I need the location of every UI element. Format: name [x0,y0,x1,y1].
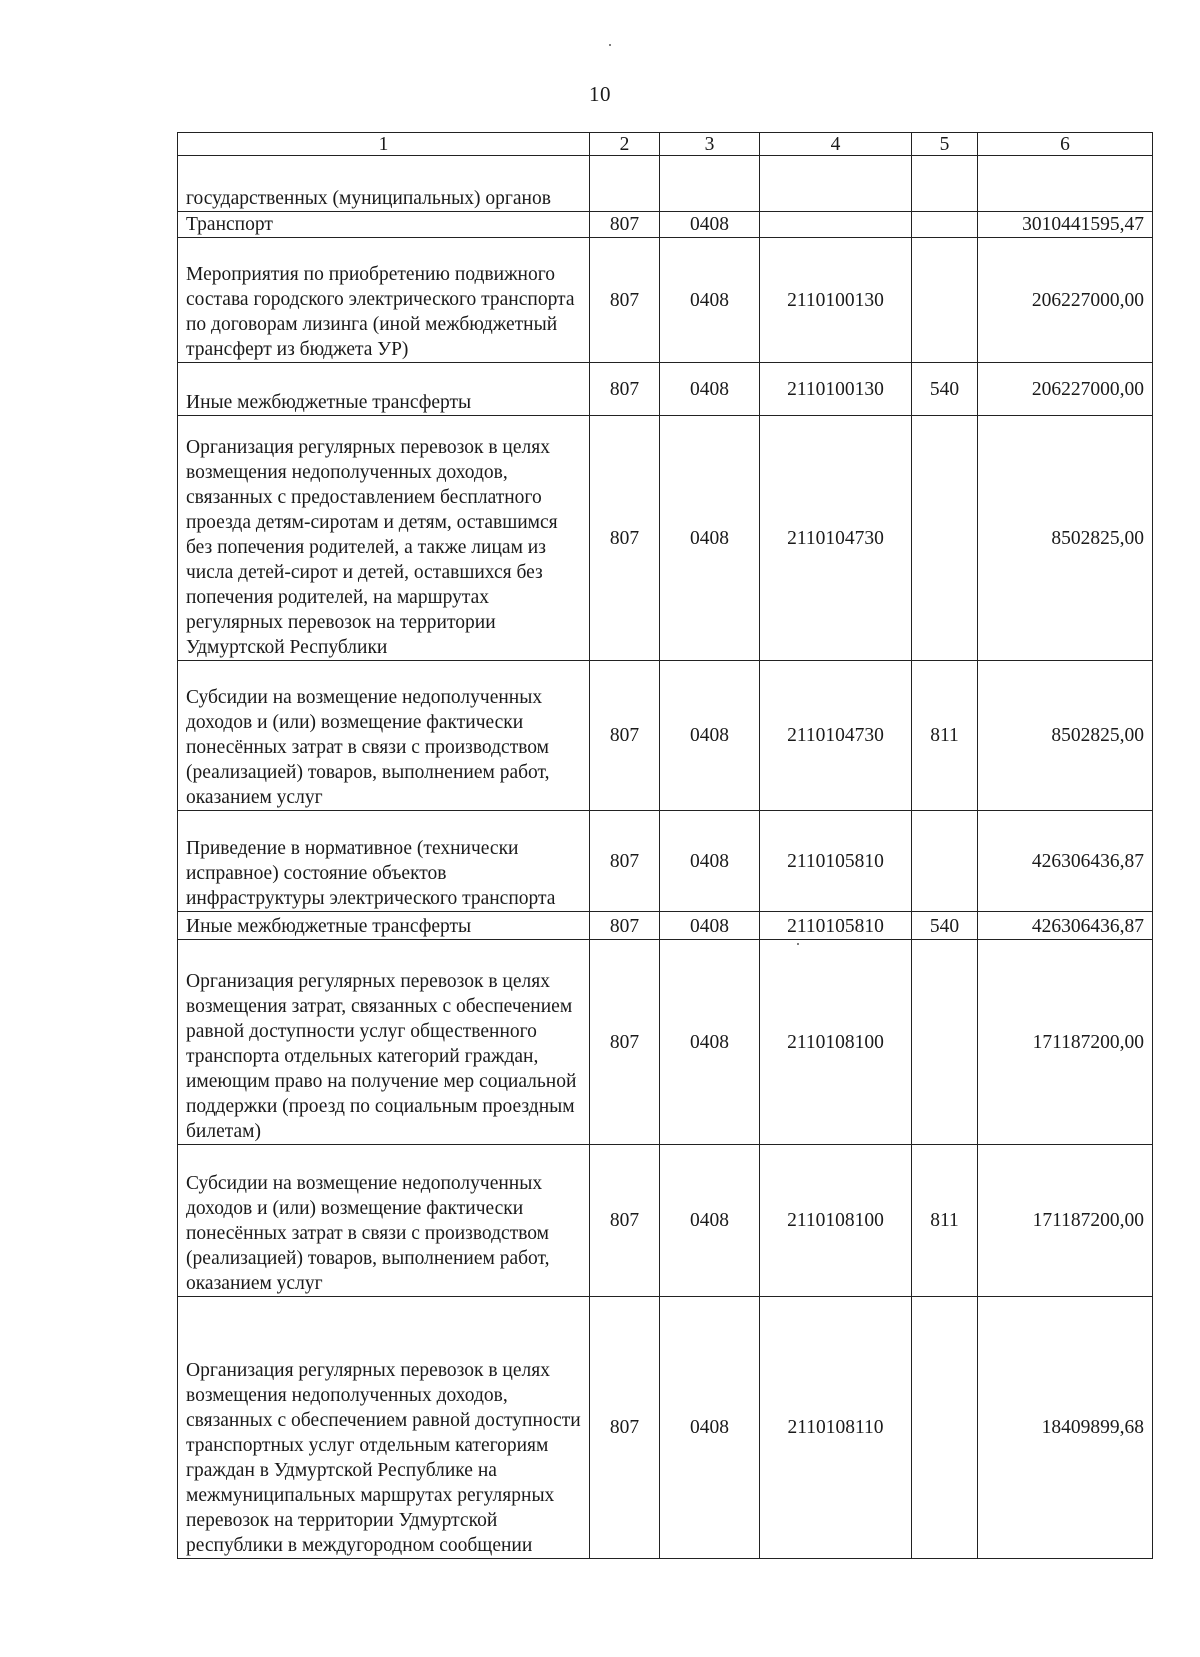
cell-target-code [760,156,912,212]
cell-section-code: 0408 [660,661,760,811]
table-row [178,940,1153,1145]
cell-target-code [760,212,912,238]
row-name: Мероприятия по приобретению подвижного состава городского электрического транспорта по договорам лизинга (иной межбюджетный трансферт из бюджета УР) [178,238,590,363]
cell-ministry-code: 807 [590,363,660,416]
cell-expense-type [912,156,978,212]
row-name: Приведение в нормативное (технически исправное) состояние объектов инфраструктуры электрического транспорта [178,811,590,912]
cell-amount: 3010441595,47 [978,212,1153,238]
cell-expense-type [912,238,978,363]
cell-ministry-code [590,156,660,212]
cell-amount: 18409899,68 [978,1297,1153,1559]
cell-target-code: 2110108100 [760,1145,912,1297]
cell-expense-type: 811 [912,661,978,811]
column-header: 4 [760,133,912,156]
cell-amount: 171187200,00 [978,1145,1153,1297]
cell-expense-type [912,940,978,1145]
cell-expense-type [912,1297,978,1559]
column-header: 3 [660,133,760,156]
cell-expense-type [912,416,978,661]
row-name: Субсидии на возмещение недополученных доходов и (или) возмещение фактически понесённых затрат в связи с производством (реализацией) товаров, выполнением работ, оказанием услуг [178,661,590,811]
cell-amount [978,156,1153,212]
cell-target-code: 2110105810 [760,811,912,912]
cell-target-code: 2110108110 [760,1297,912,1559]
row-name: Иные межбюджетные трансферты [178,363,590,416]
cell-target-code: 2110105810 [760,912,912,940]
cell-section-code: 0408 [660,940,760,1145]
cell-section-code: 0408 [660,212,760,238]
table-row [178,156,1153,212]
cell-section-code [660,156,760,212]
cell-expense-type: 811 [912,1145,978,1297]
cell-section-code: 0408 [660,363,760,416]
cell-ministry-code: 807 [590,811,660,912]
table-row [178,912,1153,940]
cell-ministry-code: 807 [590,1297,660,1559]
cell-expense-type [912,212,978,238]
table-header-row [178,133,1153,156]
cell-target-code: 2110108100 [760,940,912,1145]
cell-ministry-code: 807 [590,212,660,238]
cell-expense-type: 540 [912,363,978,416]
cell-section-code: 0408 [660,1145,760,1297]
table-row [178,238,1153,363]
cell-ministry-code: 807 [590,661,660,811]
table-row [178,1297,1153,1559]
budget-table [177,132,1153,1559]
cell-ministry-code: 807 [590,912,660,940]
page-number: 10 [589,82,611,106]
row-name: Организация регулярных перевозок в целях возмещения недополученных доходов, связанных с обеспечением равной доступности транспортных услуг отдельным категориям граждан в Удмуртской Республике на межмуниципальных маршрутах регулярных перевозок на территории Удмуртской республики в междугородном сообщении [178,1297,590,1559]
column-header: 6 [978,133,1153,156]
cell-section-code: 0408 [660,416,760,661]
cell-amount: 171187200,00 [978,940,1153,1145]
table-row [178,1145,1153,1297]
cell-target-code: 2110100130 [760,238,912,363]
table-row [178,212,1153,238]
row-name: Организация регулярных перевозок в целях возмещения недополученных доходов, связанных с предоставлением бесплатного проезда детям-сиротам и детям, оставшимся без попечения родителей, а также лицам из числа детей-сирот и детей, оставшихся без попечения родителей, на маршрутах регулярных перевозок на территории Удмуртской Республики [178,416,590,661]
cell-ministry-code: 807 [590,1145,660,1297]
column-header: 2 [590,133,660,156]
cell-target-code: 2110104730 [760,416,912,661]
cell-expense-type: 540 [912,912,978,940]
cell-amount: 426306436,87 [978,811,1153,912]
cell-amount: 8502825,00 [978,416,1153,661]
row-name: государственных (муниципальных) органов [178,156,590,212]
table-row [178,416,1153,661]
cell-ministry-code: 807 [590,238,660,363]
table-row [178,661,1153,811]
cell-target-code: 2110104730 [760,661,912,811]
row-name: Субсидии на возмещение недополученных доходов и (или) возмещение фактически понесённых затрат в связи с производством (реализацией) товаров, выполнением работ, оказанием услуг [178,1145,590,1297]
cell-ministry-code: 807 [590,940,660,1145]
row-name: Иные межбюджетные трансферты [178,912,590,940]
column-header: 1 [178,133,590,156]
table-row [178,363,1153,416]
cell-section-code: 0408 [660,912,760,940]
cell-section-code: 0408 [660,811,760,912]
cell-amount: 206227000,00 [978,363,1153,416]
column-header: 5 [912,133,978,156]
cell-amount: 206227000,00 [978,238,1153,363]
row-name: Транспорт [178,212,590,238]
cell-ministry-code: 807 [590,416,660,661]
cell-amount: 426306436,87 [978,912,1153,940]
cell-expense-type [912,811,978,912]
cell-section-code: 0408 [660,1297,760,1559]
cell-amount: 8502825,00 [978,661,1153,811]
scan-speck [609,44,611,46]
cell-target-code: 2110100130 [760,363,912,416]
table-row [178,811,1153,912]
cell-section-code: 0408 [660,238,760,363]
row-name: Организация регулярных перевозок в целях возмещения затрат, связанных с обеспечением равной доступности услуг общественного транспорта отдельных категорий граждан, имеющим право на получение мер социальной поддержки (проезд по социальным проездным билетам) [178,940,590,1145]
